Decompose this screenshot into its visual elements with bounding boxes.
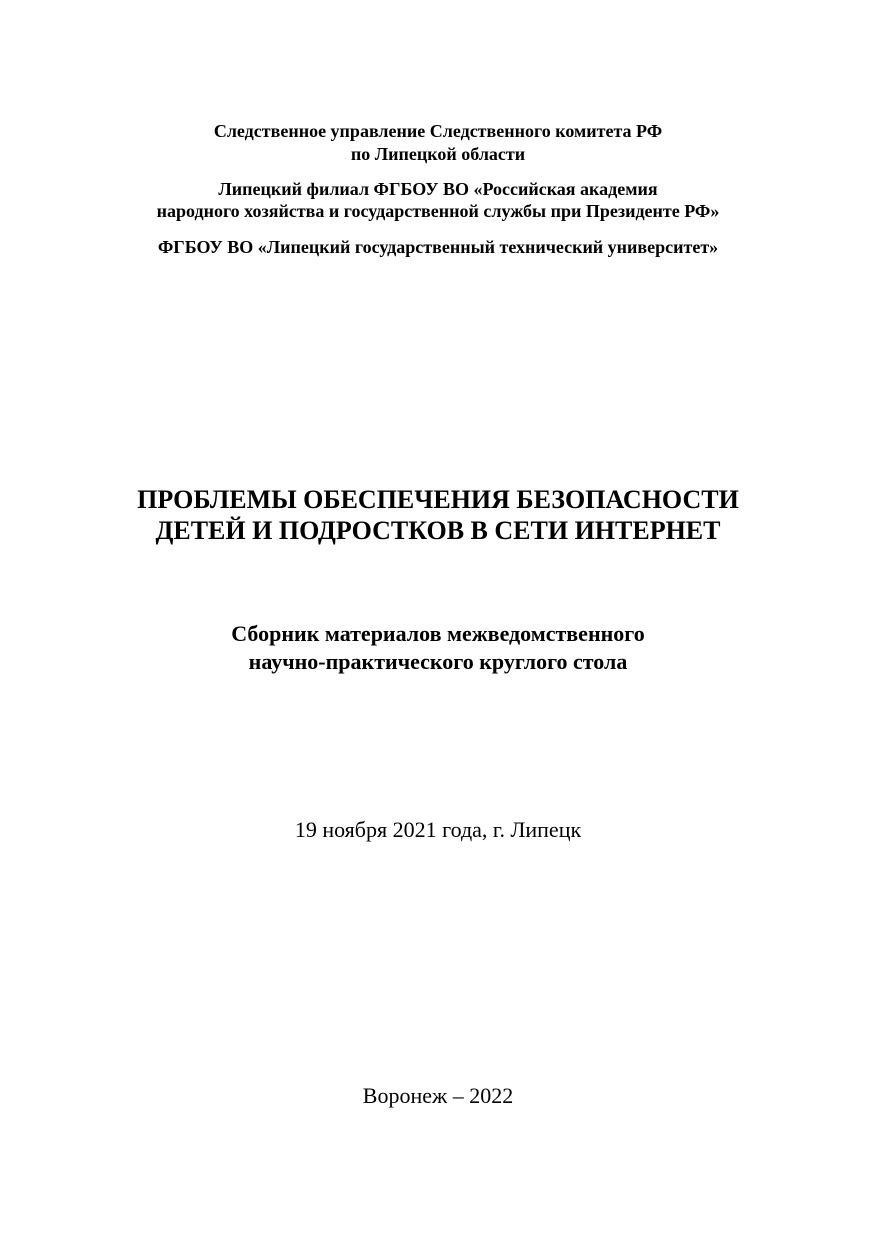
subtitle-line1: Сборник материалов межведомственного: [231, 621, 645, 646]
title-line2: ДЕТЕЙ И ПОДРОСТКОВ В СЕТИ ИНТЕРНЕТ: [155, 516, 721, 545]
event-date: 19 ноября 2021 года, г. Липецк: [294, 817, 582, 842]
subtitle-line2: научно-практического круглого стола: [248, 649, 628, 674]
org3-line1: ФГБОУ ВО «Липецкий государственный технический университет»: [157, 237, 719, 257]
imprint-city-year: Воронеж – 2022: [362, 1083, 514, 1108]
org2-line2: народного хозяйства и государственной службы при Президенте РФ»: [156, 201, 720, 221]
org1-line1: Следственное управление Следственного комитета РФ: [213, 121, 663, 141]
org2-line1: Липецкий филиал ФГБОУ ВО «Российская академия: [218, 179, 658, 199]
title-line1: ПРОБЛЕМЫ ОБЕСПЕЧЕНИЯ БЕЗОПАСНОСТИ: [137, 485, 739, 514]
org1-line2: по Липецкой области: [350, 144, 526, 164]
